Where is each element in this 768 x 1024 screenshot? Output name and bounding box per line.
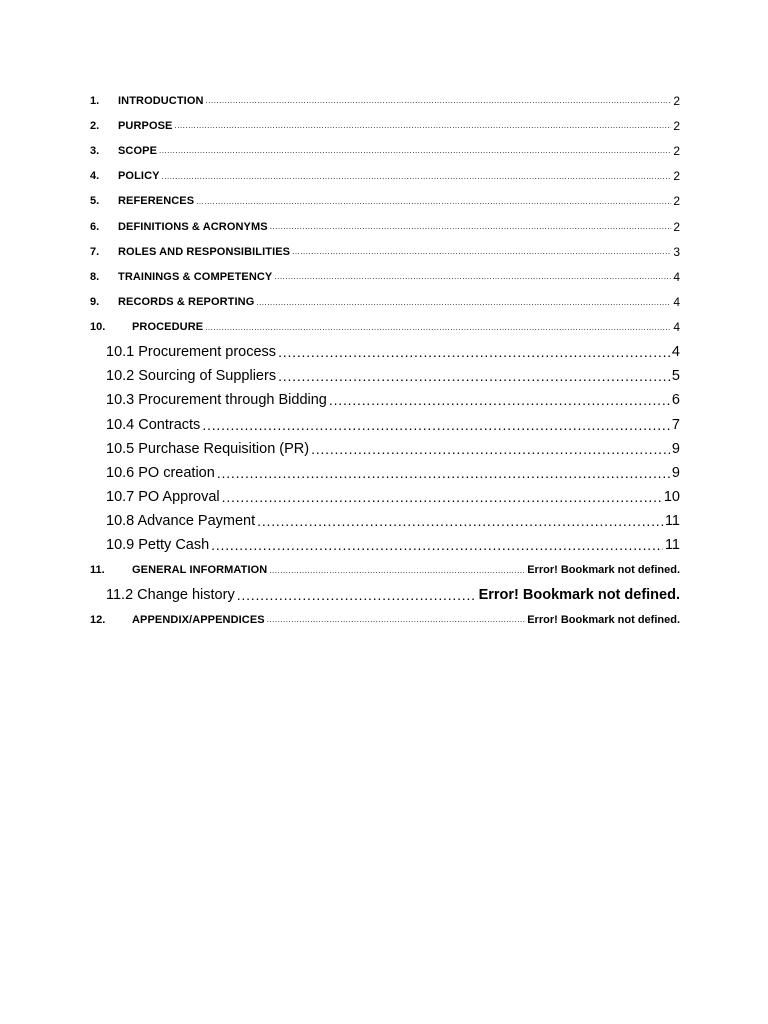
toc-entry-page: 4	[673, 320, 680, 335]
toc-entry-page: Error! Bookmark not defined.	[527, 613, 680, 626]
toc-subentry-procurement-process[interactable]	[90, 340, 680, 364]
toc-dot-leader	[329, 392, 670, 408]
toc-entry-title: ROLES AND RESPONSIBILITIES	[118, 245, 291, 258]
toc-entry-policy[interactable]	[90, 164, 680, 189]
toc-dot-leader	[257, 513, 663, 529]
toc-entry-page: 2	[673, 194, 680, 209]
toc-entry-appendix[interactable]	[90, 607, 680, 632]
toc-dot-leader	[278, 368, 670, 384]
toc-entry-number: 11.	[90, 564, 105, 577]
toc-entry-title: 11.2 Change history	[106, 586, 235, 603]
toc-entry-number: 9.	[90, 296, 100, 309]
toc-entry-title: 10.7 PO Approval	[106, 489, 220, 506]
toc-entry-page: 10	[663, 489, 680, 506]
toc-dot-leader	[222, 489, 662, 505]
toc-dot-leader	[237, 587, 477, 603]
toc-entry-title: DEFINITIONS & ACRONYMS	[118, 220, 268, 233]
toc-entry-page: 7	[671, 416, 680, 433]
toc-dot-leader	[159, 146, 671, 155]
toc-subentry-sourcing-suppliers[interactable]	[90, 364, 680, 388]
toc-entry-roles[interactable]	[90, 239, 680, 264]
toc-subentry-petty-cash[interactable]	[90, 533, 680, 557]
toc-dot-leader	[256, 298, 671, 307]
toc-entry-number: 8.	[90, 270, 100, 283]
toc-entry-general-information[interactable]	[90, 558, 680, 583]
toc-entry-definitions[interactable]	[90, 214, 680, 239]
toc-entry-number: 3.	[90, 144, 100, 157]
toc-entry-introduction[interactable]	[90, 88, 680, 113]
toc-entry-number: 4.	[90, 170, 100, 183]
toc-entry-title: 10.6 PO creation	[106, 464, 215, 481]
toc-entry-title: APPENDIX/APPENDICES	[132, 613, 265, 626]
toc-entry-page: 5	[671, 368, 680, 385]
toc-entry-records[interactable]	[90, 290, 680, 315]
toc-entry-title: POLICY	[118, 170, 160, 183]
toc-entry-number: 10.	[90, 321, 106, 334]
toc-dot-leader	[205, 323, 671, 332]
toc-entry-number: 2.	[90, 119, 100, 132]
toc-entry-page: 9	[671, 440, 680, 457]
toc-subentry-po-approval[interactable]	[90, 485, 680, 509]
toc-dot-leader	[274, 272, 671, 281]
toc-entry-page: 2	[673, 219, 680, 234]
toc-dot-leader	[217, 465, 670, 481]
toc-entry-title: REFERENCES	[118, 195, 195, 208]
toc-entry-page: Error! Bookmark not defined.	[478, 586, 680, 603]
toc-dot-leader	[211, 537, 663, 553]
toc-entry-title: 10.2 Sourcing of Suppliers	[106, 368, 277, 385]
toc-entry-page: 3	[673, 244, 680, 259]
toc-entry-page: 2	[673, 169, 680, 184]
toc-entry-title: 10.8 Advance Payment	[106, 513, 256, 530]
toc-entry-references[interactable]	[90, 189, 680, 214]
toc-entry-page: Error! Bookmark not defined.	[527, 564, 680, 577]
toc-dot-leader	[196, 197, 671, 206]
toc-entry-title: RECORDS & REPORTING	[118, 296, 255, 309]
toc-entry-number: 12.	[90, 613, 106, 626]
toc-dot-leader	[311, 441, 670, 457]
toc-dot-leader	[175, 121, 672, 130]
toc-dot-leader	[270, 222, 672, 231]
toc-entry-title: INTRODUCTION	[118, 94, 204, 107]
toc-entry-title: PURPOSE	[118, 119, 173, 132]
toc-entry-title: GENERAL INFORMATION	[132, 564, 268, 577]
toc-entry-page: 11	[664, 513, 680, 530]
toc-dot-leader	[206, 96, 672, 105]
toc-entry-number: 5.	[90, 195, 100, 208]
toc-dot-leader	[202, 417, 670, 433]
toc-entry-number: 1.	[90, 94, 100, 107]
toc-entry-number: 7.	[90, 245, 100, 258]
toc-entry-page: 4	[673, 295, 680, 310]
toc-subentry-change-history[interactable]	[90, 583, 680, 607]
toc-entry-title: 10.5 Purchase Requisition (PR)	[106, 440, 310, 457]
toc-entry-title: 10.1 Procurement process	[106, 343, 277, 360]
toc-entry-title: 10.4 Contracts	[106, 416, 201, 433]
toc-entry-page: 2	[673, 143, 680, 158]
toc-entry-number: 6.	[90, 220, 100, 233]
toc-entry-trainings[interactable]	[90, 264, 680, 289]
toc-entry-title: SCOPE	[118, 144, 158, 157]
toc-dot-leader	[162, 172, 672, 181]
toc-dot-leader	[292, 247, 671, 256]
toc-dot-leader	[269, 566, 525, 575]
table-of-contents	[90, 88, 680, 632]
toc-subentry-po-creation[interactable]	[90, 461, 680, 485]
toc-dot-leader	[267, 615, 525, 624]
toc-entry-page: 11	[664, 537, 680, 554]
toc-entry-page: 9	[671, 464, 680, 481]
toc-entry-purpose[interactable]	[90, 113, 680, 138]
toc-entry-page: 2	[673, 93, 680, 108]
toc-subentry-bidding[interactable]	[90, 388, 680, 412]
toc-entry-title: TRAININGS & COMPETENCY	[118, 270, 273, 283]
toc-entry-procedure[interactable]	[90, 315, 680, 340]
toc-entry-scope[interactable]	[90, 138, 680, 163]
toc-entry-page: 6	[671, 392, 680, 409]
toc-dot-leader	[278, 344, 670, 360]
toc-subentry-purchase-requisition[interactable]	[90, 437, 680, 461]
toc-entry-title: 10.3 Procurement through Bidding	[106, 392, 327, 409]
toc-entry-page: 4	[671, 343, 680, 360]
toc-entry-page: 4	[673, 269, 680, 284]
toc-subentry-advance-payment[interactable]	[90, 509, 680, 533]
toc-entry-title: 10.9 Petty Cash	[106, 537, 210, 554]
toc-entry-title: PROCEDURE	[132, 321, 204, 334]
toc-subentry-contracts[interactable]	[90, 412, 680, 436]
toc-entry-page: 2	[673, 118, 680, 133]
